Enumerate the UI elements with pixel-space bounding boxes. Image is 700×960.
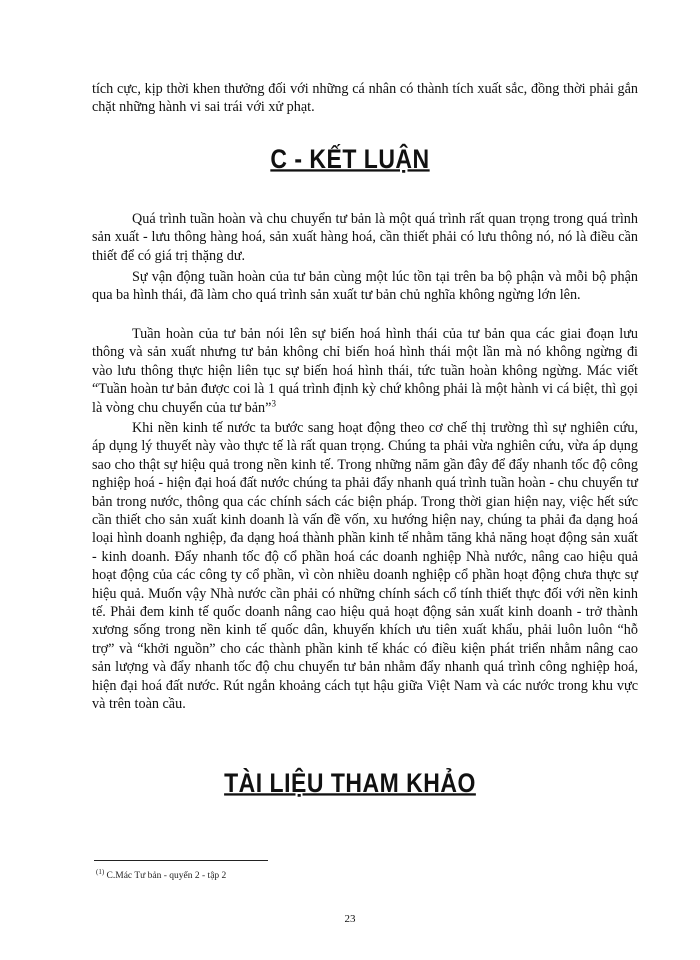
intro-paragraph: tích cực, kịp thời khen thưởng đối với những cá nhân có thành tích xuất sắc, đồng thời phải gắn chặt những hành vi sai trái với xử phạt. bbox=[92, 81, 638, 116]
footnote-text: C.Mác Tư bản - quyển 2 - tập 2 bbox=[106, 871, 227, 882]
paragraph-3-text: Tuần hoàn của tư bản nói lên sự biến hoá hình thái của tư bản qua các giai đoạn lưu thông và sản xuất nhưng tư bản không chỉ biến hoá hình thái một lần mà nó không ngừng đi vào lưu thông thực hiện liên tục sự biến hoá hình thái, tức tuần hoàn không ngừng. Mác viết “Tuần hoàn tư bản được coi là 1 quá trình định kỳ chứ không phải là một hành vi cá biệt, thì gọi là vòng chu chuyển của tư bản” bbox=[92, 326, 638, 416]
paragraph-4: Khi nền kinh tế nước ta bước sang hoạt động theo cơ chế thị trường thì sự nghiên cứu, áp dụng lý thuyết này vào thực tế là rất quan trọng. Chúng ta phải vừa nghiên cứu, vừa áp dụng sao cho thật sự hiệu quả trong nền kinh tế. Trong những năm gần đây để đẩy nhanh tốc độ công nghiệp hoá - hiện đại hoá đất nước chúng ta phải đẩy nhanh quá trình tuần hoàn - chu chuyển tư bản trong nước, thông qua các chính sách các biện pháp. Trong thời gian hiện nay, việc hết sức cần thiết cho sản xuất kinh doanh là vấn đề vốn, xu hướng hiện nay, chúng ta phải đa dạng hoá loại hình doanh nghiệp, đa dạng hoá thành phần kinh tế nhằm tăng khả năng hoạt động sản xuất - kinh doanh. Đẩy nhanh tốc độ cổ phần hoá các doanh nghiệp Nhà nước, nâng cao hiệu quả hoạt động của các công ty cổ phần, vì còn nhiều doanh nghiệp cổ phần hoạt động chưa thực sự hiệu quả. Muốn vậy Nhà nước cần phải có những chính sách cổ tính thiết thực đối với nền kinh tế. Phải đem kinh tế quốc doanh nâng cao hiệu quả hoạt động sản xuất kinh doanh - trở thành xương sống trong nền kinh tế quốc dân, khuyến khích ưu tiên xuất khẩu, phải luôn luôn “hỗ trợ” và “khởi nguồn” cho các thành phần kinh tế khác có điều kiện phát triển nhằm nâng cao sản lượng và đẩy nhanh tốc độ chu chuyển tư bản nhằm đẩy nhanh quá trình công nghiệp hoá, hiện đại hoá đất nước. Rút ngắn khoảng cách tụt hậu giữa Việt Nam và các nước trong khu vực và trên toàn cầu. bbox=[92, 420, 638, 713]
footnote bbox=[96, 868, 226, 881]
footnote-marker: (1) bbox=[96, 868, 105, 876]
paragraph-2: Sự vận động tuần hoàn của tư bản cùng một lúc tồn tại trên ba bộ phận và mỗi bộ phận qua ba hình thái, đã làm cho quá trình sản xuất tư bản chủ nghĩa không ngừng lớn lên. bbox=[92, 269, 638, 304]
paragraph-3 bbox=[92, 325, 638, 417]
footnote-divider bbox=[94, 860, 268, 861]
conclusion-heading: C - KẾT LUẬN bbox=[270, 143, 430, 174]
footnote-reference: 3 bbox=[271, 397, 276, 408]
references-heading: TÀI LIỆU THAM KHẢO bbox=[224, 767, 476, 798]
page-number: 23 bbox=[344, 913, 356, 925]
paragraph-1: Quá trình tuần hoàn và chu chuyển tư bản là một quá trình rất quan trọng trong quá trình sản xuất - lưu thông hàng hoá, sản xuất hàng hoá, cần thiết phải có lưu thông nó, nó là điều cần thiết để có giá trị thặng dư. bbox=[92, 211, 638, 264]
